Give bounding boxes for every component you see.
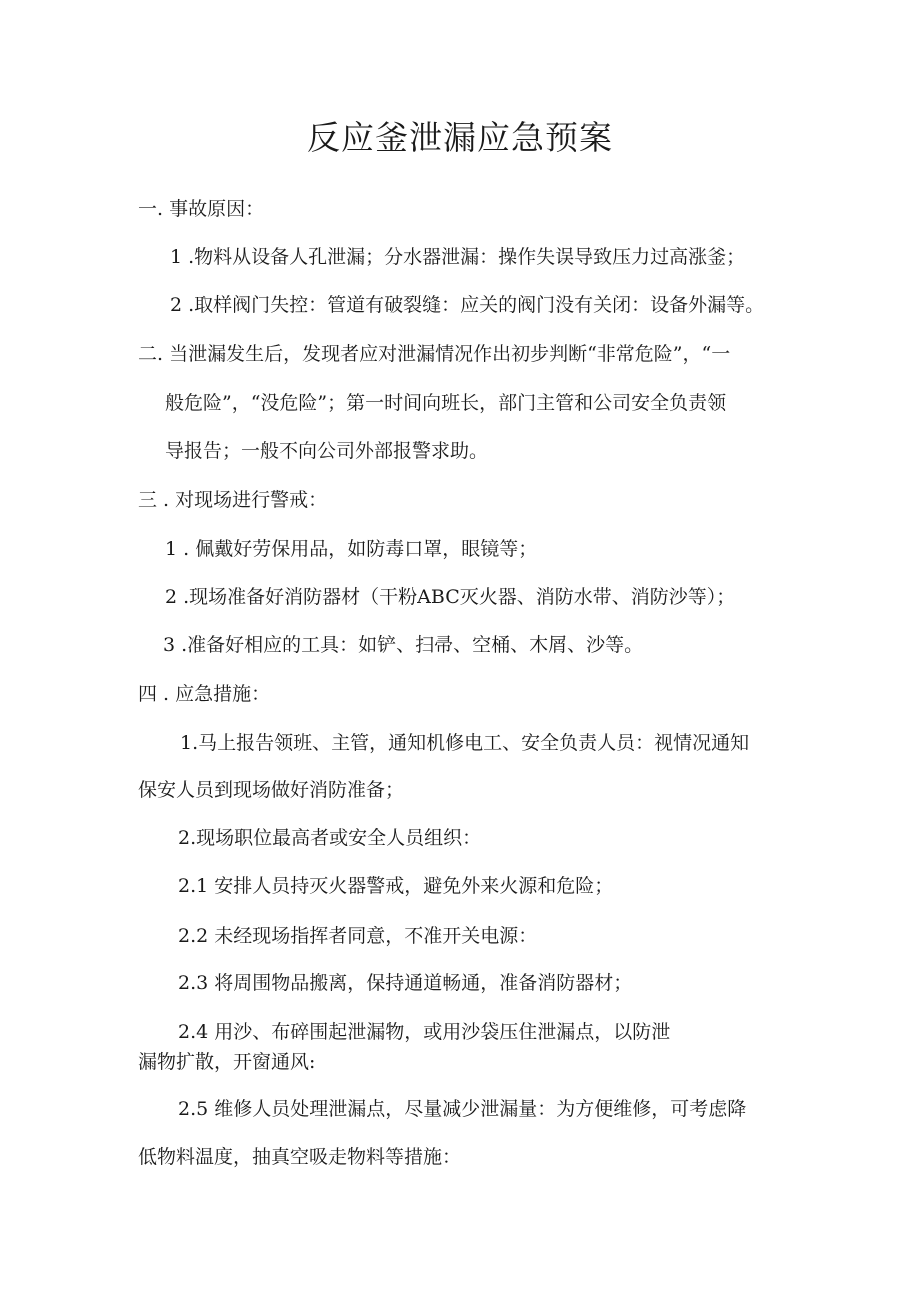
paragraph-continuation: 导报告；一般不向公司外部报警求助。 xyxy=(165,440,489,462)
section-heading-1: 一. 事故原因： xyxy=(138,198,265,220)
list-item: 2.现场职位最高者或安全人员组织： xyxy=(178,827,482,849)
list-item: 2.1 安排人员持灭火器警戒，避免外来火源和危险； xyxy=(178,875,614,897)
list-item: 2 .取样阀门失控：管道有破裂缝：应关的阀门没有关闭：设备外漏等。 xyxy=(170,294,765,316)
page-title: 反应釜泄漏应急预案 xyxy=(307,118,613,157)
section-heading-2: 二. 当泄漏发生后，发现者应对泄漏情况作出初步判断“非常危险”，“一 xyxy=(138,343,731,365)
list-item: 1 .物料从设备人孔泄漏；分水器泄漏：操作失误导致压力过高涨釜； xyxy=(170,246,746,268)
list-item: 1 . 佩戴好劳保用品，如防毒口罩，眼镜等； xyxy=(165,538,538,560)
list-item: 2.3 将周围物品搬离，保持通道畅通，准备消防器材； xyxy=(178,972,633,994)
list-item: 2.4 用沙、布碎围起泄漏物，或用沙袋压住泄漏点，以防泄 xyxy=(178,1021,671,1043)
list-item: 3 .准备好相应的工具：如铲、扫帚、空桶、木屑、沙等。 xyxy=(163,634,644,656)
section-heading-3: 三 . 对现场进行警戒： xyxy=(138,489,328,511)
list-item: 1.马上报告领班、主管，通知机修电工、安全负责人员：视情况通知 xyxy=(180,732,750,754)
paragraph-continuation: 般危险”，“没危险”；第一时间向班长，部门主管和公司安全负责领 xyxy=(165,392,727,414)
paragraph-continuation: 保安人员到现场做好消防准备； xyxy=(138,779,405,801)
paragraph-continuation: 漏物扩散，开窗通风: xyxy=(138,1051,316,1073)
section-heading-4: 四 . 应急措施： xyxy=(138,683,271,705)
list-item: 2.5 维修人员处理泄漏点，尽量减少泄漏量：为方便维修，可考虑降 xyxy=(178,1098,747,1120)
list-item: 2.2 未经现场指挥者同意，不准开关电源： xyxy=(178,925,538,947)
paragraph-continuation: 低物料温度，抽真空吸走物料等措施： xyxy=(138,1146,462,1168)
list-item: 2 .现场准备好消防器材（干粉ABC灭火器、消防水带、消防沙等）； xyxy=(165,586,736,608)
